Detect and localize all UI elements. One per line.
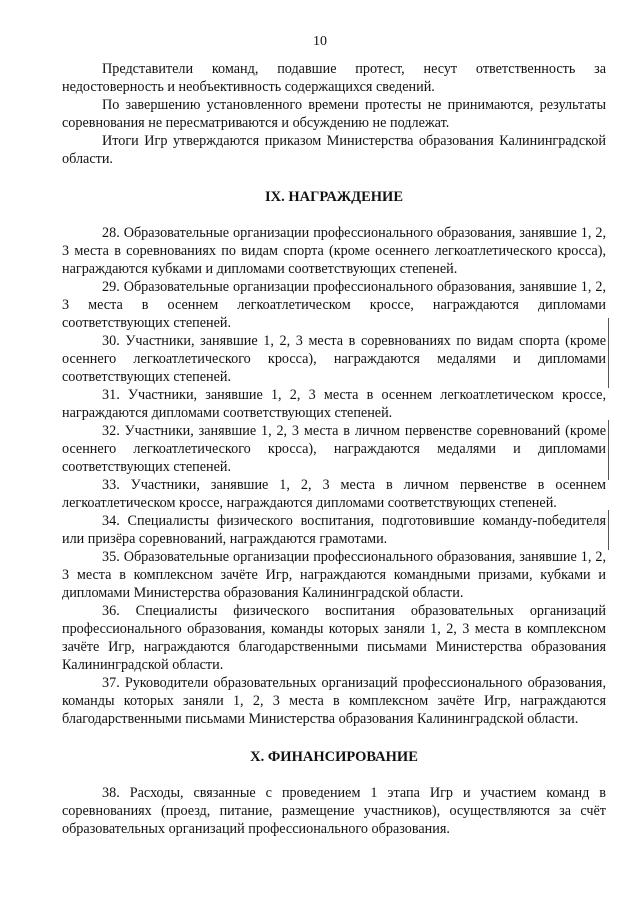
margin-scan-line	[608, 318, 609, 388]
paragraph-protest-deadline: По завершению установленного времени протесты не принимаются, результаты соревнования не пересматриваются и обсуждению не подлежат.	[62, 97, 606, 131]
paragraph-34: 34. Специалисты физического воспитания, подготовившие команду-победителя или призёра соревнований, награждаются грамотами.	[62, 513, 606, 547]
paragraph-31: 31. Участники, занявшие 1, 2, 3 места в осеннем легкоатлетическом кроссе, награждаются дипломами соответствующих степеней.	[62, 387, 606, 421]
page-number: 10	[313, 34, 327, 49]
paragraph-results-approval: Итоги Игр утверждаются приказом Министерства образования Калининградской области.	[62, 133, 606, 167]
paragraph-28: 28. Образовательные организации профессионального образования, занявшие 1, 2, 3 места в соревнованиях по видам спорта (кроме осеннего легкоатлетического кросса), награждаются кубками и дипломами соответствующих степеней.	[62, 225, 606, 277]
paragraph-30: 30. Участники, занявшие 1, 2, 3 места в соревнованиях по видам спорта (кроме осеннего легкоатлетического кросса), награждаются медалями и дипломами соответствующих степеней.	[62, 333, 606, 385]
margin-scan-line	[608, 420, 609, 480]
paragraph-29: 29. Образовательные организации профессионального образования, занявшие 1, 2, 3 места в осеннем легкоатлетическом кроссе, награждаются дипломами соответствующих степеней.	[62, 279, 606, 331]
paragraph-37: 37. Руководители образовательных организаций профессионального образования, команды которых заняли 1, 2, 3 места в комплексном зачёте Игр, награждаются благодарственными письмами Министерства образования Калининградской области.	[62, 675, 606, 727]
paragraph-32: 32. Участники, занявшие 1, 2, 3 места в личном первенстве соревнований (кроме осеннего легкоатлетического кросса), награждаются медалями и дипломами соответствующих степеней.	[62, 423, 606, 475]
paragraph-38: 38. Расходы, связанные с проведением 1 этапа Игр и участием команд в соревнованиях (проезд, питание, размещение участников), осуществляются за счёт образовательных организаций профессионального образования.	[62, 785, 606, 837]
paragraph-35: 35. Образовательные организации профессионального образования, занявшие 1, 2, 3 места в комплексном зачёте Игр, награждаются командными призами, кубками и дипломами Министерства образования Калининградской области.	[62, 549, 606, 601]
section-heading-financing: X. ФИНАНСИРОВАНИЕ	[250, 749, 418, 765]
document-body	[62, 60, 606, 838]
paragraph-protest-responsibility: Представители команд, подавшие протест, несут ответственность за недостоверность и необъективность содержащихся сведений.	[62, 61, 606, 95]
margin-scan-line	[608, 510, 609, 550]
paragraph-36: 36. Специалисты физического воспитания образовательных организаций профессионального образования, команды которых заняли 1, 2, 3 места в комплексном зачёте Игр, награждаются благодарственными письмами Министерства образования Калининградской области.	[62, 603, 606, 673]
paragraph-33: 33. Участники, занявшие 1, 2, 3 места в личном первенстве в осеннем легкоатлетическом кроссе, награждаются дипломами соответствующих степеней.	[62, 477, 606, 511]
section-heading-awards: IX. НАГРАЖДЕНИЕ	[264, 189, 404, 205]
